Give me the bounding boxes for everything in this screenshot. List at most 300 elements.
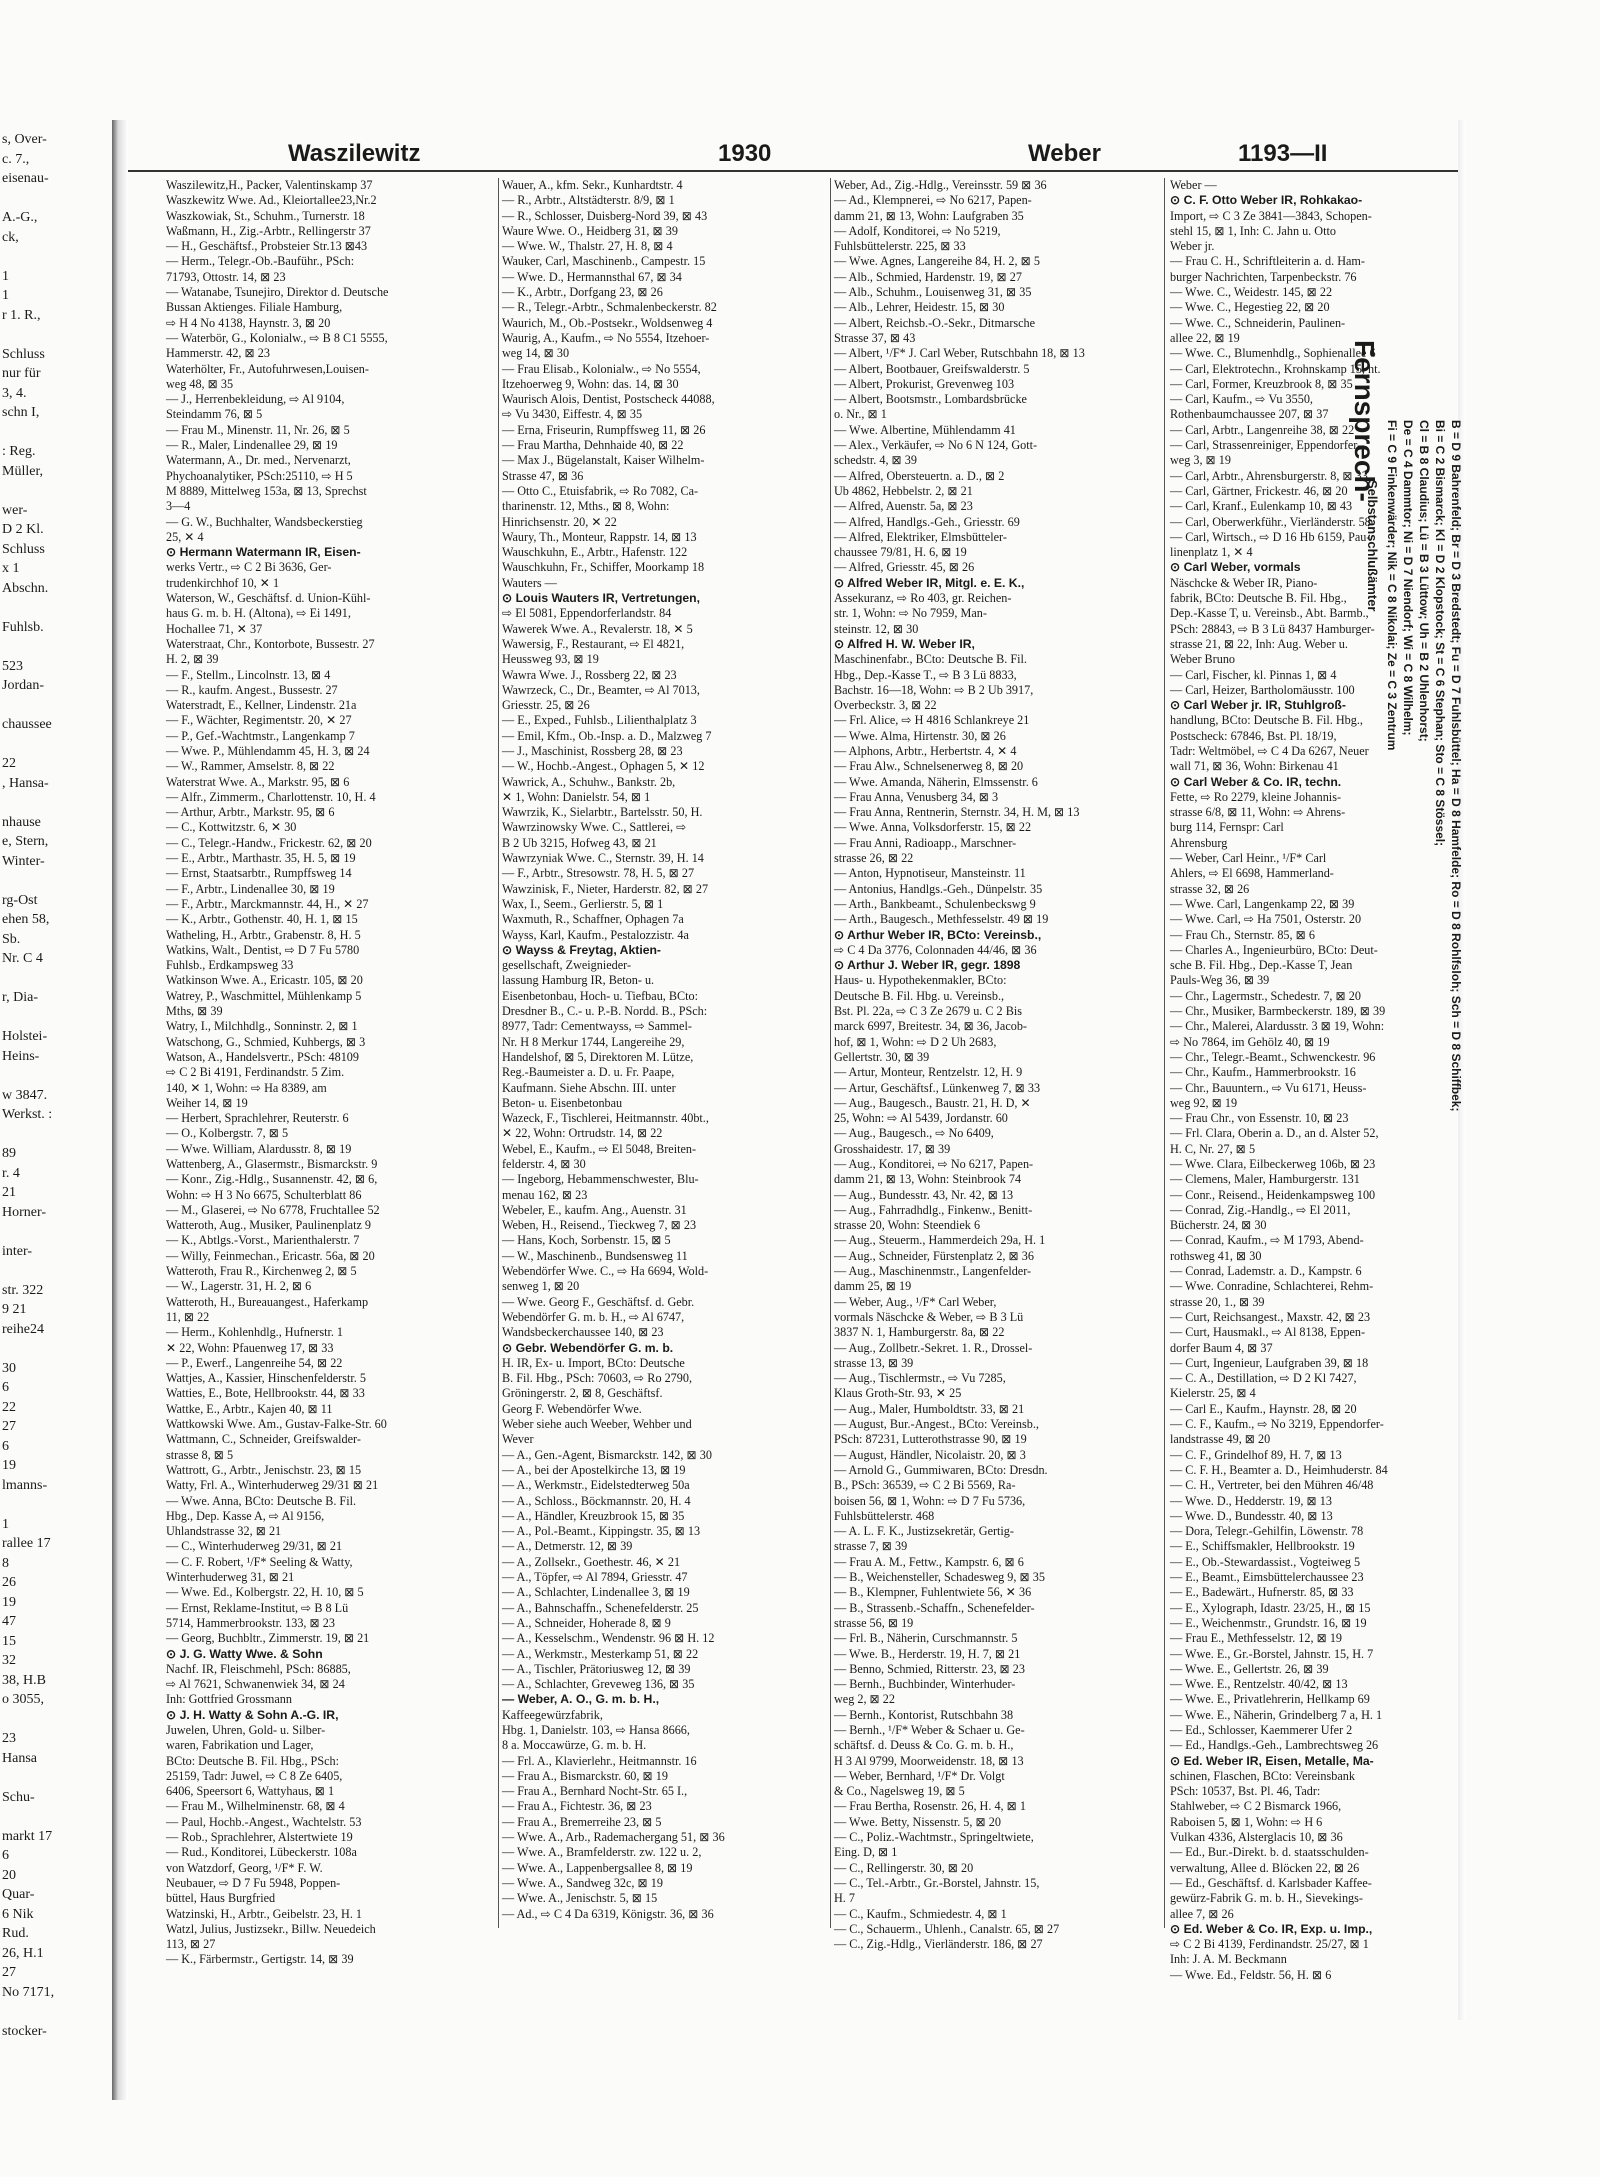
- directory-entry-line: — Wwe. P., Mühlendamm 45, H. 3, ⊠ 24: [166, 743, 370, 758]
- directory-entry-line: — Artur, Geschäftsf., Lünkenweg 7, ⊠ 33: [834, 1080, 1041, 1095]
- directory-entry-line: — Frau Martha, Dehnhaide 40, ⊠ 22: [502, 438, 684, 453]
- directory-entry-line: — Aug., Steuerm., Hammerdeich 29a, H. 1: [834, 1233, 1046, 1248]
- book-gutter: [112, 120, 128, 2100]
- telephone-exchange-tab: [1348, 340, 1380, 1840]
- directory-entry-line: strasse 56, ⊠ 19: [834, 1615, 914, 1630]
- directory-entry-line: Webel, E., Kaufm., ⇨ El 5048, Breiten-: [502, 1141, 697, 1156]
- side-tab-subtitle: Selbstanschlußämter: [1365, 480, 1380, 612]
- directory-entry-line: PSch: 28843, ⇨ B 3 Lü 8437 Hamburger-: [1170, 621, 1375, 636]
- margin-fragment: Holstei-: [2, 1029, 48, 1044]
- directory-entry-line: — E., Xylograph, Idastr. 23/25, H., ⊠ 15: [1170, 1600, 1371, 1615]
- directory-entry-line: Dep.-Kasse T, u. Vereinsb., Abt. Barmb.,: [1170, 606, 1369, 621]
- directory-entry-line: — Wwe. Betty, Nissenstr. 5, ⊠ 20: [834, 1814, 1001, 1829]
- directory-entry-line: — Charles A., Ingenieurbüro, BCto: Deut-: [1170, 942, 1378, 957]
- directory-entry-line: — F., Arbtr., Marckmannstr. 44, H., ✕ 27: [166, 896, 369, 911]
- directory-entry-line: Kaufmann. Siehe Abschn. III. unter: [502, 1080, 676, 1095]
- directory-entry-line: waren, Fabrikation und Lager,: [166, 1738, 314, 1753]
- directory-entry-line: Pauls-Weg 36, ⊠ 39: [1170, 973, 1270, 988]
- directory-entry-line: — A., Pol.-Beamt., Kippingstr. 35, ⊠ 13: [502, 1524, 701, 1539]
- directory-entry-line: — Konr., Zig.-Hdlg., Susannenstr. 42, ⊠ 6,: [166, 1172, 378, 1187]
- directory-entry-line: Import, ⇨ C 3 Ze 3841—3843, Schopen-: [1170, 208, 1372, 223]
- directory-entry-line: Wawersig, F., Restaurant, ⇨ El 4821,: [502, 636, 685, 651]
- margin-fragment: 523: [2, 658, 23, 674]
- directory-entry-line: Waure Wwe. O., Heidberg 31, ⊠ 39: [502, 223, 678, 238]
- margin-fragment: [2, 598, 112, 618]
- directory-entry-line: — Chr., Musiker, Barmbeckerstr. 189, ⊠ 39: [1170, 1004, 1386, 1019]
- margin-fragment: Müller,: [2, 463, 44, 479]
- margin-fragment: 3, 4.: [2, 385, 27, 401]
- directory-entry-line: 8 a. Moccawürze, G. m. b. H.: [502, 1738, 647, 1753]
- directory-entry-line: ⇨ C 2 Bi 4191, Ferdinandstr. 5 Zim.: [166, 1065, 345, 1080]
- directory-entry-line: — Dora, Telegr.-Gehilfin, Löwenstr. 78: [1170, 1524, 1364, 1539]
- directory-entry-line: H. C, Nr. 27, ⊠ 5: [1170, 1141, 1256, 1156]
- directory-entry-line: — Aug., Baugesch., ⇨ No 6409,: [834, 1126, 994, 1141]
- directory-entry-line: — Benno, Schmied, Ritterstr. 23, ⊠ 23: [834, 1661, 1025, 1676]
- directory-entry-line: 8977, Tadr: Cementwayss, ⇨ Sammel-: [502, 1019, 692, 1034]
- margin-fragment: stocker-: [2, 2023, 47, 2039]
- directory-entry-line: — August, Händler, Nicolaistr. 20, ⊠ 3: [834, 1447, 1026, 1462]
- directory-entry-line: Hbg. 1, Danielstr. 103, ⇨ Hansa 8666,: [502, 1722, 690, 1737]
- exchange-code-line: Fi = C 9 Finkenwärder; Nik = C 8 Nikolai; Ze = C 3 Zentrum: [1385, 420, 1399, 751]
- directory-entry-line: — Wwe. B., Herderstr. 19, H. 7, ⊠ 21: [834, 1646, 1021, 1661]
- directory-entry-line: — C. F., Kaufm., ⇨ No 3219, Eppendorfer-: [1170, 1417, 1384, 1432]
- directory-entry-line: — A., Zollsekr., Goethestr. 46, ✕ 21: [502, 1554, 681, 1569]
- margin-fragment: str. 322: [2, 1282, 44, 1298]
- margin-fragment: w 3847.: [2, 1087, 48, 1103]
- margin-fragment: Schluss: [2, 541, 45, 557]
- directory-entry-line: 3—4: [166, 499, 191, 514]
- directory-entry-line: — Frl. A., Klavierlehr., Heitmannstr. 16: [502, 1753, 697, 1768]
- margin-fragment: 47: [2, 1614, 16, 1629]
- margin-fragment: 30: [2, 1360, 16, 1376]
- directory-entry-line: ⇨ Al 7621, Schwanenwiek 34, ⊠ 24: [166, 1677, 345, 1692]
- directory-entry-line: Wandsbeckerchaussee 140, ⊠ 23: [502, 1325, 664, 1340]
- directory-entry-line: & Co., Nagelsweg 19, ⊠ 5: [834, 1784, 965, 1799]
- directory-entry-line: — Frau M., Minenstr. 11, Nr. 26, ⊠ 5: [166, 422, 350, 437]
- margin-fragment: [2, 1495, 112, 1515]
- margin-fragment: [2, 189, 112, 209]
- directory-entry-line: — E., Weichenmstr., Grundstr. 16, ⊠ 19: [1170, 1615, 1367, 1630]
- margin-fragment: 19: [2, 1458, 16, 1473]
- directory-entry-line: — Wwe. E., Gellertstr. 26, ⊠ 39: [1170, 1661, 1329, 1676]
- directory-entry-line: ⊙ Wayss & Freytag, Aktien-: [502, 942, 661, 957]
- directory-entry-line: Waterstraat, Chr., Kontorbote, Bussestr. 27: [166, 636, 375, 651]
- directory-entry-line: Eisenbetonbau, Hoch- u. Tiefbau, BCto:: [502, 988, 698, 1003]
- directory-entry-line: — R., kaufm. Angest., Bussestr. 27: [166, 682, 338, 697]
- directory-entry-line: — B., Klempner, Fuhlentwiete 56, ✕ 36: [834, 1585, 1032, 1600]
- directory-entry-line: Wawra Wwe. J., Rossberg 22, ⊠ 23: [502, 667, 677, 682]
- directory-entry-line: Heussweg 93, ⊠ 19: [502, 652, 599, 667]
- directory-entry-line: dorfer Baum 4, ⊠ 37: [1170, 1340, 1273, 1355]
- directory-entry-line: felderstr. 4, ⊠ 30: [502, 1157, 586, 1171]
- directory-entry-line: — Arthur, Arbtr., Markstr. 95, ⊠ 6: [166, 805, 335, 820]
- directory-entry-line: Raboisen 5, ⊠ 1, Wohn: ⇨ H 6: [1170, 1814, 1323, 1829]
- directory-entry-line: Watteroth, H., Bureauangest., Haferkamp: [166, 1294, 369, 1309]
- directory-entry-line: Reg.-Baumeister a. D. u. Fr. Paape,: [502, 1065, 675, 1080]
- directory-entry-line: Hinrichsenstr. 20, ✕ 22: [502, 514, 617, 529]
- directory-entry-line: Wauker, Carl, Maschinenb., Campestr. 15: [502, 254, 706, 269]
- directory-entry-line: — F., Stellm., Lincolnstr. 13, ⊠ 4: [166, 667, 331, 682]
- directory-entry-line: — Chr., Malerei, Alardusstr. 3 ⊠ 19, Wohn:: [1170, 1019, 1385, 1034]
- header-page-number: 1193—II: [1238, 140, 1328, 167]
- directory-entry-line: — Bernh., Kontorist, Rutschbahn 38: [834, 1707, 1014, 1722]
- directory-entry-line: M 8889, Mittelweg 153a, ⊠ 13, Sprechst: [166, 483, 367, 498]
- directory-entry-line: Phychoanalytiker, PSch:25110, ⇨ H 5: [166, 468, 353, 483]
- exchange-code-line: De = C 4 Dammtor; Ni = D 7 Niendorf; Wi = C 8 Wilhelm;: [1401, 420, 1415, 736]
- directory-entry-line: Wattjes, A., Kassier, Hinschenfelderstr. 5: [166, 1371, 366, 1386]
- directory-entry-line: trudenkirchhof 10, ✕ 1: [166, 575, 280, 590]
- margin-fragment: Fuhlsb.: [2, 619, 44, 635]
- directory-entry-line: lassung Hamburg IR, Beton- u.: [502, 973, 655, 988]
- directory-entry-line: Hbg., Dep. Kasse A, ⇨ Al 9156,: [166, 1508, 325, 1523]
- directory-entry-line: — Bernh., ¹/F* Weber & Schaer u. Ge-: [834, 1722, 1025, 1737]
- margin-fragment: ehen 58,: [2, 912, 50, 927]
- directory-entry-line: 5714, Hammerbrookstr. 133, ⊠ 23: [166, 1615, 335, 1630]
- directory-entry-line: ⇨ H 4 No 4138, Haynstr. 3, ⊠ 20: [166, 315, 331, 330]
- margin-fragment: 26: [2, 1575, 16, 1590]
- directory-entry-line: Strasse 37, ⊠ 43: [834, 330, 916, 345]
- directory-entry-line: von Watzdorf, Georg, ¹/F* F. W.: [166, 1860, 323, 1875]
- directory-entry-line: — Wwe. Ed., Feldstr. 56, H. ⊠ 6: [1170, 1967, 1332, 1982]
- directory-entry-line: weg 2, ⊠ 22: [834, 1692, 895, 1707]
- margin-fragment: chaussee: [2, 717, 52, 732]
- directory-entry-line: — Wwe. C., Weidestr. 145, ⊠ 22: [1170, 285, 1333, 300]
- directory-entry-line: — A., Detmerstr. 12, ⊠ 39: [502, 1539, 633, 1554]
- margin-fragment: [2, 1710, 112, 1730]
- directory-entry-line: Watteroth, Frau R., Kirchenweg 2, ⊠ 5: [166, 1264, 357, 1279]
- directory-entry-line: chaussee 79/81, H. 6, ⊠ 19: [834, 545, 967, 560]
- directory-entry-line: — Alfred, Auenstr. 5a, ⊠ 23: [834, 499, 973, 514]
- directory-entry-line: — Frl. Alice, ⇨ H 4816 Schlankreye 21: [834, 713, 1030, 728]
- directory-entry-line: stehl 15, ⊠ 1, Inh: C. Jahn u. Otto: [1170, 223, 1336, 238]
- directory-entry-line: — A., Schlachter, Lindenallee 3, ⊠ 19: [502, 1585, 690, 1600]
- directory-entry-line: H. 7: [834, 1891, 855, 1906]
- header-year: 1930: [718, 140, 772, 167]
- directory-entry-line: 140, ✕ 1, Wohn: ⇨ Ha 8389, am: [166, 1080, 327, 1095]
- directory-entry-line: B., PSch: 36539, ⇨ C 2 Bi 5569, Ra-: [834, 1478, 1016, 1493]
- margin-fragment: [2, 1807, 112, 1827]
- directory-entry-line: 6406, Speersort 6, Wattyhaus, ⊠ 1: [166, 1784, 335, 1799]
- directory-entry-line: werks Vertr., ⇨ C 2 Bi 3636, Ger-: [166, 560, 332, 575]
- margin-fragment: 20: [2, 1867, 16, 1883]
- directory-entry-line: — R., Arbtr., Altstädterstr. 8/9, ⊠ 1: [502, 193, 675, 208]
- directory-entry-line: — Albert, Bootbauer, Greifswalderstr. 5: [834, 361, 1030, 376]
- directory-entry-line: — Antonius, Handlgs.-Geh., Dünpelstr. 35: [834, 881, 1043, 896]
- directory-entry-line: gewürz-Fabrik G. m. b. H., Sievekings-: [1170, 1891, 1363, 1906]
- directory-entry-line: — A., Schloss., Böckmannstr. 20, H. 4: [502, 1493, 691, 1508]
- margin-fragment: [2, 247, 112, 267]
- margin-fragment: Jordan-: [2, 678, 44, 693]
- directory-entry-line: damm 21, ⊠ 13, Wohn: Steinbrook 74: [834, 1172, 1022, 1187]
- directory-entry-line: — Frl. B., Näherin, Curschmannstr. 5: [834, 1631, 1018, 1646]
- exchange-code-line: Bi = C 2 Bismarck; Kl = D 2 Klopstock; St = C 6 Stephan; Sto = C 8 Stössel;: [1433, 420, 1447, 847]
- directory-entry-line: landstrasse 49, ⊠ 20: [1170, 1432, 1271, 1447]
- directory-entry-line: H 3 Al 9799, Moorweidenstr. 18, ⊠ 13: [834, 1753, 1024, 1768]
- directory-entry-line: — Curt, Reichsangest., Maxstr. 42, ⊠ 23: [1170, 1309, 1371, 1324]
- directory-entry-line: strasse 20, Wohn: Steendiek 6: [834, 1218, 981, 1233]
- directory-entry-line: — Wwe. Carl, ⇨ Ha 7501, Osterstr. 20: [1170, 912, 1362, 927]
- directory-entry-line: — Frau A. M., Fettw., Kampstr. 6, ⊠ 6: [834, 1554, 1024, 1569]
- directory-entry-line: Hbg., Dep.-Kasse T., ⇨ B 3 Lü 8833,: [834, 667, 1017, 682]
- directory-entry-line: hof, ⊠ 1, Wohn: ⇨ D 2 Uh 2683,: [834, 1034, 997, 1049]
- directory-entry-line: Wever: [502, 1432, 534, 1447]
- page-header: [128, 140, 1458, 176]
- directory-entry-line: Maschinenfabr., BCto: Deutsche B. Fil.: [834, 652, 1027, 667]
- directory-entry-line: — R., Telegr.-Arbtr., Schmalenbeckerstr. 82: [502, 300, 717, 315]
- directory-entry-line: Wawrzyniak Wwe. C., Sternstr. 39, H. 14: [502, 851, 704, 866]
- directory-entry-line: Weber Bruno: [1170, 652, 1236, 667]
- directory-entry-line: Postscheck: 67846, Bst. Pl. 18/19,: [1170, 728, 1337, 743]
- directory-entry-line: ✕ 1, Wohn: Danielstr. 54, ⊠ 1: [502, 789, 651, 804]
- directory-entry-line: — Albert, Prokurist, Grevenweg 103: [834, 376, 1015, 391]
- directory-entry-line: — Curt, Ingenieur, Laufgraben 39, ⊠ 18: [1170, 1355, 1369, 1370]
- directory-entry-line: Wayss, Karl, Kaufm., Pestalozzistr. 4a: [502, 927, 689, 942]
- directory-entry-line: Waterson, W., Geschäftsf. d. Union-Kühl-: [166, 591, 371, 606]
- margin-fragment: markt 17: [2, 1828, 53, 1844]
- directory-entry-line: Wattrott, G., Arbtr., Jenischstr. 23, ⊠ 15: [166, 1462, 362, 1477]
- directory-entry-line: — Carl, Arbtr., Ahrensburgerstr. 8, ⊠ 33: [1170, 468, 1368, 483]
- directory-entry-line: Georg F. Webendörfer Wwe.: [502, 1401, 642, 1416]
- directory-entry-line: — M., Glaserei, ⇨ No 6778, Fruchtallee 52: [166, 1202, 380, 1217]
- directory-entry-line: strasse 7, ⊠ 39: [834, 1539, 908, 1554]
- directory-entry-line: — Conrad, Zig.-Handlg., ⇨ El 2011,: [1170, 1202, 1351, 1217]
- margin-fragment: rg-Ost: [2, 892, 38, 908]
- directory-entry-line: — B., Strassenb.-Schaffn., Schenefelder-: [834, 1600, 1035, 1615]
- directory-entry-line: strasse 20, 1., ⊠ 39: [1170, 1294, 1265, 1309]
- directory-entry-line: — Georg, Buchbltr., Zimmerstr. 19, ⊠ 21: [166, 1631, 370, 1646]
- directory-entry-line: — B., Weichensteller, Schadesweg 9, ⊠ 35: [834, 1570, 1045, 1585]
- directory-entry-line: — Chr., Telegr.-Beamt., Schwenckestr. 96: [1170, 1049, 1376, 1064]
- directory-entry-line: Fuhlsbüttelerstr. 468: [834, 1508, 935, 1523]
- directory-entry-line: weg 92, ⊠ 19: [1170, 1095, 1238, 1110]
- column-1: [166, 178, 494, 1967]
- directory-entry-line: Beton- u. Eisenbetonbau: [502, 1095, 623, 1110]
- directory-entry-line: boisen 56, ⊠ 1, Wohn: ⇨ D 7 Fu 5736,: [834, 1493, 1026, 1508]
- directory-entry-line: Nachf. IR, Fleischmehl, PSch: 86885,: [166, 1661, 351, 1676]
- margin-fragment: Horner-: [2, 1204, 47, 1220]
- directory-entry-line: Waury, Th., Monteur, Rappstr. 14, ⊠ 13: [502, 529, 697, 544]
- directory-entry-line: — C., Telegr.-Handw., Frickestr. 62, ⊠ 20: [166, 835, 372, 850]
- directory-entry-line: 113, ⊠ 27: [166, 1937, 216, 1952]
- margin-fragment: 6 Nik: [2, 1906, 34, 1922]
- directory-entry-line: ⊙ J. H. Watty & Sohn A.-G. IR,: [166, 1707, 339, 1722]
- directory-entry-line: — Frl. Clara, Oberin a. D., an d. Alster 52,: [1170, 1126, 1379, 1141]
- directory-entry-line: — W., Hochb.-Angest., Ophagen 5, ✕ 12: [502, 759, 705, 774]
- directory-entry-line: — H., Geschäftsf., Probsteier Str.13 ⊠43: [166, 239, 368, 254]
- directory-entry-line: — F., Arbtr., Lindenallee 30, ⊠ 19: [166, 881, 335, 896]
- directory-entry-line: Waßmann, H., Zig.-Arbtr., Rellingerstr 37: [166, 223, 371, 238]
- directory-entry-line: — A., Werkmstr., Mesterkamp 51, ⊠ 22: [502, 1646, 699, 1661]
- directory-entry-line: — Carl, Wirtsch., ⇨ D 16 Hb 6159, Pau-: [1170, 529, 1371, 544]
- directory-entry-line: H. 2, ⊠ 39: [166, 652, 219, 667]
- directory-entry-line: Ahrensburg: [1170, 835, 1228, 850]
- margin-fragment: 27: [2, 1965, 16, 1980]
- margin-fragment: 15: [2, 1633, 16, 1649]
- directory-entry-line: Waurig, A., Kaufm., ⇨ No 5554, Itzehoer-: [502, 330, 710, 345]
- directory-entry-line: — W., Lagerstr. 31, H. 2, ⊠ 6: [166, 1279, 312, 1294]
- directory-entry-line: — Wwe. E., Gr.-Borstel, Jahnstr. 15, H. 7: [1170, 1646, 1374, 1661]
- directory-entry-line: Wazeck, F., Tischlerei, Heitmannstr. 40bt.,: [502, 1111, 709, 1126]
- directory-entry-line: — Wwe. A., Jenischstr. 5, ⊠ 15: [502, 1891, 658, 1906]
- directory-entry-line: — Wwe. Georg F., Geschäftsf. d. Gebr.: [502, 1294, 695, 1309]
- directory-entry-line: Waxmuth, R., Schaffner, Ophagen 7a: [502, 912, 684, 927]
- directory-entry-line: ⊙ Gebr. Webendörfer G. m. b.: [502, 1340, 674, 1355]
- directory-entry-line: — Carl, Kranf., Eulenkamp 10, ⊠ 43: [1170, 499, 1353, 514]
- directory-entry-line: ⊙ Carl Weber & Co. IR, techn.: [1170, 774, 1342, 789]
- directory-entry-line: — Carl E., Kaufm., Haynstr. 28, ⊠ 20: [1170, 1401, 1357, 1416]
- margin-fragment: 23: [2, 1731, 16, 1746]
- column-divider: [498, 178, 499, 1928]
- directory-entry-line: Assekuranz, ⇨ Ro 403, gr. Reichen-: [834, 591, 1012, 606]
- directory-entry-line: — Conrad, Kaufm., ⇨ M 1793, Abend-: [1170, 1233, 1364, 1248]
- directory-entry-line: Wawzinisk, F., Nieter, Harderstr. 82, ⊠ 27: [502, 881, 709, 896]
- margin-fragment: [2, 696, 112, 716]
- directory-entry-line: B. Fil. Hbg., PSch: 70603, ⇨ Ro 2790,: [502, 1371, 693, 1386]
- margin-fragment: [2, 793, 112, 813]
- directory-entry-line: — C. H., Vertreter, bei den Mühren 46/48: [1170, 1478, 1374, 1493]
- directory-entry-line: rothsweg 41, ⊠ 30: [1170, 1248, 1262, 1263]
- directory-entry-line: Juwelen, Uhren, Gold- u. Silber-: [166, 1722, 326, 1737]
- directory-entry-line: Wattke, E., Arbtr., Kajen 40, ⊠ 11: [166, 1401, 333, 1416]
- margin-fragment: [2, 637, 112, 657]
- margin-fragment: 9 21: [2, 1302, 27, 1317]
- directory-entry-line: Grosshaidestr. 17, ⊠ 39: [834, 1141, 951, 1156]
- directory-entry-line: — W., Maschinenb., Bundsensweg 11: [502, 1248, 688, 1263]
- directory-entry-line: ⊙ C. F. Otto Weber IR, Rohkakao-: [1170, 193, 1363, 208]
- directory-entry-line: Watson, A., Handelsvertr., PSch: 48109: [166, 1049, 359, 1064]
- directory-entry-line: — A., Tischler, Prätoriusweg 12, ⊠ 39: [502, 1661, 691, 1676]
- directory-entry-line: — E., Exped., Fuhlsb., Lilienthalplatz 3: [502, 713, 697, 728]
- directory-entry-line: — Alb., Lehrer, Heidestr. 15, ⊠ 30: [834, 300, 1005, 315]
- margin-fragment: Hansa: [2, 1750, 37, 1766]
- directory-entry-line: — Aug., Bundesstr. 43, Nr. 42, ⊠ 13: [834, 1187, 1014, 1202]
- margin-fragment: [2, 423, 112, 443]
- directory-entry-line: — Frau Anna, Venusberg 34, ⊠ 3: [834, 789, 999, 804]
- directory-entry-line: — E., Beamt., Eimsbüttelerchaussee 23: [1170, 1570, 1364, 1585]
- directory-entry-line: Weber jr.: [1170, 239, 1215, 254]
- directory-entry-line: — Alphons, Arbtr., Herbertstr. 4, ✕ 4: [834, 743, 1017, 758]
- directory-entry-line: — Weber, Bernhard, ¹/F* Dr. Volgt: [834, 1768, 1005, 1783]
- directory-entry-line: — Anton, Hypnotiseur, Mansteinstr. 11: [834, 866, 1026, 881]
- margin-fragment: nhause: [2, 814, 41, 830]
- directory-entry-line: — Conrad, Lademstr. a. D., Kampstr. 6: [1170, 1264, 1362, 1279]
- directory-entry-line: weg 14, ⊠ 30: [502, 346, 570, 361]
- directory-entry-line: — O., Kolbergstr. 7, ⊠ 5: [166, 1126, 289, 1141]
- margin-fragment: 22: [2, 756, 16, 771]
- directory-entry-line: — Chr., Lagermstr., Schedestr. 7, ⊠ 20: [1170, 988, 1361, 1003]
- column-divider: [1164, 178, 1165, 1928]
- directory-entry-line: — Wwe. A., Lappenbergsallee 8, ⊠ 19: [502, 1860, 693, 1875]
- directory-entry-line: Kaffeegewürzfabrik,: [502, 1707, 603, 1722]
- directory-entry-line: — Wwe. C., Blumenhdlg., Sophienallee 6: [1170, 346, 1376, 361]
- directory-entry-line: — Carl, Heizer, Bartholomäusstr. 100: [1170, 682, 1355, 697]
- directory-entry-line: Watteroth, Aug., Musiker, Paulinenplatz 9: [166, 1218, 372, 1233]
- directory-entry-line: strasse 21, ⊠ 22, Inh: Aug. Weber u.: [1170, 636, 1348, 651]
- previous-page-edge: [0, 130, 115, 2090]
- directory-entry-line: — Arnold G., Gummiwaren, BCto: Dresdn.: [834, 1462, 1048, 1477]
- margin-fragment: A.-G.,: [2, 210, 38, 225]
- margin-fragment: nur für: [2, 366, 41, 381]
- margin-fragment: [2, 1125, 112, 1145]
- directory-entry-line: Fette, ⇨ Ro 2279, kleine Johannis-: [1170, 789, 1341, 804]
- directory-entry-line: Steindamm 76, ⊠ 5: [166, 407, 263, 422]
- directory-entry-line: — Alb., Schuhm., Louisenweg 31, ⊠ 35: [834, 285, 1032, 300]
- exchange-code-line: Cl = B 8 Claudius; Lü = B 3 Lüttow; Uh = B 2 Uhlenhorst;: [1417, 420, 1431, 742]
- margin-fragment: schn I,: [2, 405, 40, 420]
- directory-entry-line: — Ed., Bur.-Direkt. b. d. staatsschulden-: [1170, 1845, 1369, 1860]
- margin-fragment: [2, 735, 112, 755]
- directory-entry-line: — Wwe. C., Schneiderin, Paulinen-: [1170, 315, 1346, 330]
- margin-fragment: 6: [2, 1848, 9, 1863]
- directory-entry-line: — Paul, Hochb.-Angest., Wachtelstr. 53: [166, 1814, 362, 1829]
- directory-entry-line: PSch: 10537, Bst. Pl. 46, Tadr:: [1170, 1784, 1321, 1799]
- directory-entry-line: — C., Kaufm., Schmiedestr. 4, ⊠ 1: [834, 1906, 1007, 1921]
- margin-fragment: e, Stern,: [2, 834, 49, 849]
- directory-entry-line: PSch: 87231, Lutterothstrasse 90, ⊠ 19: [834, 1432, 1027, 1447]
- directory-entry-line: Wattenberg, A., Glasermstr., Bismarckstr. 9: [166, 1157, 378, 1171]
- directory-entry-line: schedstr. 4, ⊠ 39: [834, 453, 917, 468]
- directory-entry-line: — Chr., Kaufm., Hammerbrookstr. 16: [1170, 1065, 1356, 1080]
- directory-entry-line: — Frau A., Fichtestr. 36, ⊠ 23: [502, 1799, 652, 1814]
- exchange-codes: [1384, 420, 1463, 1800]
- directory-entry-line: Inh: Gottfried Grossmann: [166, 1692, 292, 1707]
- directory-entry-line: — Herm., Kohlenhdlg., Hufnerstr. 1: [166, 1325, 344, 1340]
- directory-entry-line: — Carl, Elektrotechn., Krohnskamp 15, ht.: [1170, 361, 1381, 376]
- directory-entry-line: — Aug., Baugesch., Baustr. 21, H. D, ✕: [834, 1095, 1031, 1110]
- directory-entry-line: Wauschkuhn, Fr., Schiffer, Moorkamp 18: [502, 560, 705, 575]
- directory-entry-line: — F., Wächter, Regimentstr. 20, ✕ 27: [166, 713, 352, 728]
- directory-entry-line: — Hans, Koch, Sorbenstr. 15, ⊠ 5: [502, 1233, 671, 1248]
- directory-entry-line: Weber siehe auch Weeber, Wehber und: [502, 1417, 692, 1432]
- directory-entry-line: — A., Schlachter, Greveweg 136, ⊠ 35: [502, 1677, 695, 1692]
- directory-entry-line: — Conr., Reisend., Heidenkampsweg 100: [1170, 1187, 1376, 1202]
- directory-entry-line: damm 21, ⊠ 13, Wohn: Laufgraben 35: [834, 208, 1024, 223]
- directory-entry-line: ⊙ Carl Weber, vormals: [1170, 560, 1301, 575]
- directory-entry-line: — Frau A., Bernhard Nocht-Str. 65 I.,: [502, 1784, 688, 1799]
- directory-entry-line: gesellschaft, Zweignieder-: [502, 958, 632, 973]
- margin-fragment: x 1: [2, 561, 20, 576]
- margin-fragment: Sb.: [2, 931, 21, 947]
- directory-entry-line: Watty, Frl. A., Winterhuderweg 29/31 ⊠ 21: [166, 1478, 379, 1493]
- directory-entry-line: — Aug., Konditorei, ⇨ No 6217, Papen-: [834, 1157, 1034, 1171]
- directory-entry-line: — Weber, Carl Heinr., ¹/F* Carl: [1170, 851, 1327, 866]
- directory-entry-line: Watheling, H., Arbtr., Grabenstr. 8, H. 5: [166, 927, 361, 942]
- directory-entry-line: Wax, I., Seem., Gerlierstr. 5, ⊠ 1: [502, 896, 664, 911]
- directory-entry-line: Wawrick, A., Schuhw., Bankstr. 2b,: [502, 774, 676, 789]
- directory-entry-line: Bücherstr. 24, ⊠ 30: [1170, 1218, 1267, 1233]
- column-2: [502, 178, 824, 1938]
- directory-entry-line: Webendörfer G. m. b. H., ⇨ Al 6747,: [502, 1309, 685, 1324]
- margin-fragment: : Reg.: [2, 444, 36, 459]
- header-last-name: Weber: [1028, 140, 1101, 167]
- directory-entry-line: — Aug., Maschinenmstr., Langenfelder-: [834, 1264, 1032, 1279]
- directory-entry-line: Uhlandstrasse 32, ⊠ 21: [166, 1524, 282, 1539]
- directory-entry-line: ⊙ Alfred H. W. Weber IR,: [834, 636, 975, 651]
- directory-entry-line: ⊙ Alfred Weber IR, Mitgl. e. E. K.,: [834, 575, 1025, 590]
- margin-fragment: Quar-: [2, 1887, 35, 1902]
- directory-entry-line: Fuhlsbüttelerstr. 225, ⊠ 33: [834, 239, 966, 254]
- directory-entry-line: — Aug., Tischlermstr., ⇨ Vu 7285,: [834, 1371, 1006, 1386]
- directory-entry-line: — E., Badewärt., Hufnerstr. 85, ⊠ 33: [1170, 1585, 1354, 1600]
- margin-fragment: Werkst. :: [2, 1107, 53, 1122]
- directory-entry-line: — A., Schneider, Hoherade 8, ⊠ 9: [502, 1615, 671, 1630]
- directory-entry-line: — R., Maler, Lindenallee 29, ⊠ 19: [166, 438, 338, 453]
- directory-entry-line: — C., Poliz.-Wachtmstr., Springeltwiete,: [834, 1830, 1034, 1845]
- directory-entry-line: Gellertstr. 30, ⊠ 39: [834, 1049, 930, 1064]
- directory-entry-line: — Aug., Schneider, Fürstenplatz 2, ⊠ 36: [834, 1248, 1034, 1263]
- directory-entry-line: — C. F. H., Beamter a. D., Heimhuderstr. 84: [1170, 1462, 1388, 1477]
- directory-entry-line: Wawrzeck, C., Dr., Beamter, ⇨ Al 7013,: [502, 682, 700, 697]
